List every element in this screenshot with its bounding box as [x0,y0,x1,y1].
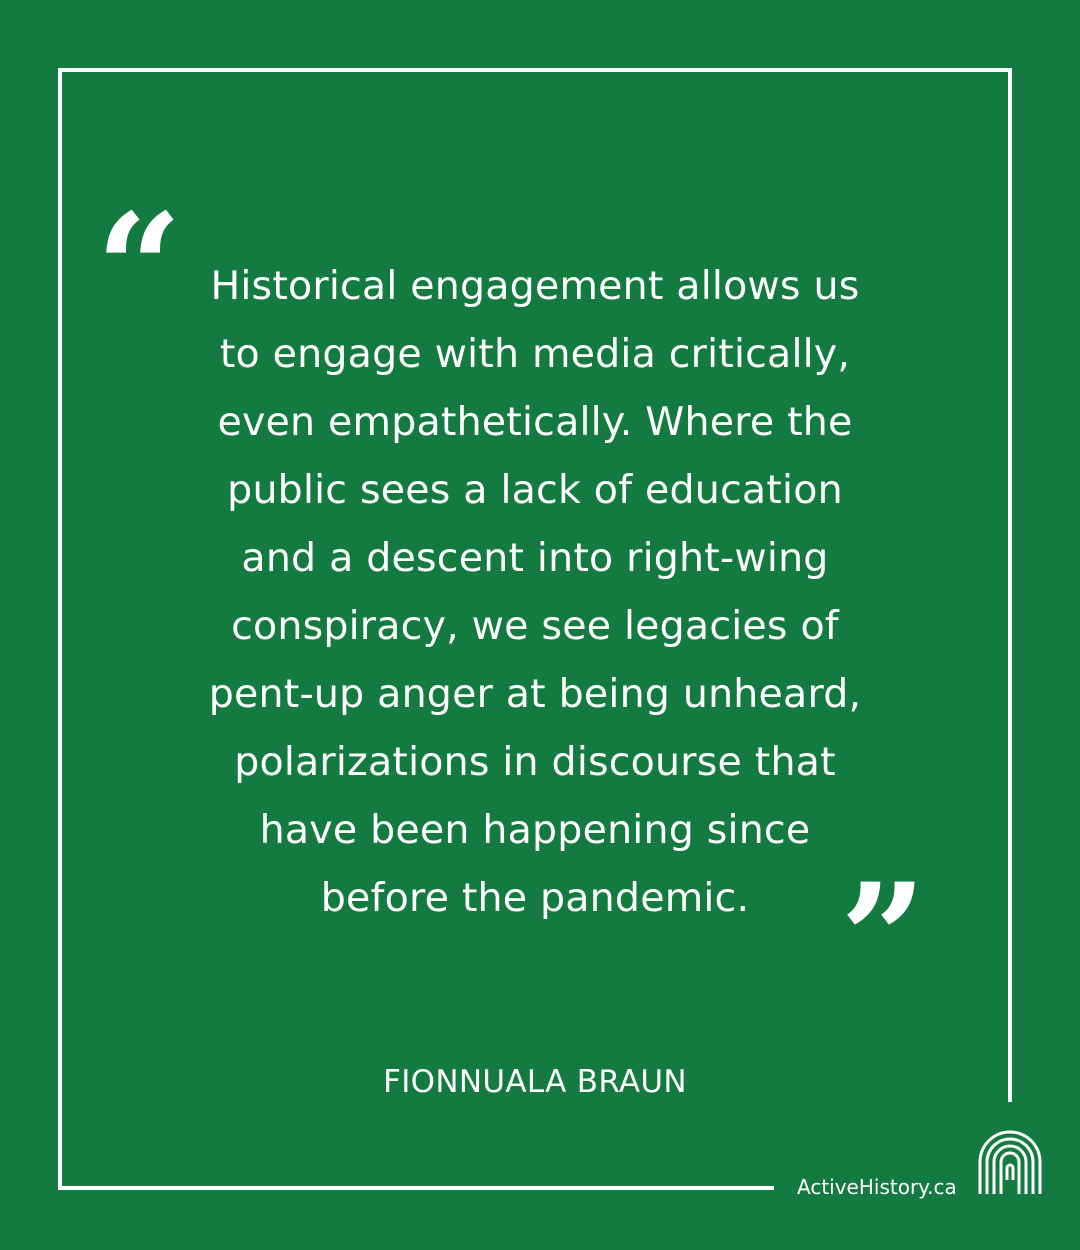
site-link[interactable]: ActiveHistory.ca [797,1175,957,1199]
frame-right-line [1008,68,1012,1102]
frame-left-line [58,68,62,1190]
frame-top-line [58,68,1012,72]
quote-line: Historical engagement allows us [210,263,860,309]
quote-text [150,252,920,932]
quote-line: pent-up anger at being unheard, [208,671,862,717]
open-quote-mark-icon: “ [96,181,183,357]
quote-author: FIONNUALA BRAUN [383,1064,687,1100]
quote-line: have been happening since [259,807,811,853]
quote-line: conspiracy, we see legacies of [231,603,839,649]
frame-bottom-line [58,1186,774,1190]
quote-line: and a descent into right-wing [241,535,829,581]
quote-line: to engage with media critically, [219,331,851,377]
quote-line: polarizations in discourse that [234,739,836,785]
quote-line: even empathetically. Where the [217,399,853,445]
close-quote-mark-icon: ” [840,851,927,1027]
concentric-arches-logo-icon [974,1124,1046,1196]
quote-line: public sees a lack of education [227,467,843,513]
quote-line: before the pandemic. [320,875,750,921]
